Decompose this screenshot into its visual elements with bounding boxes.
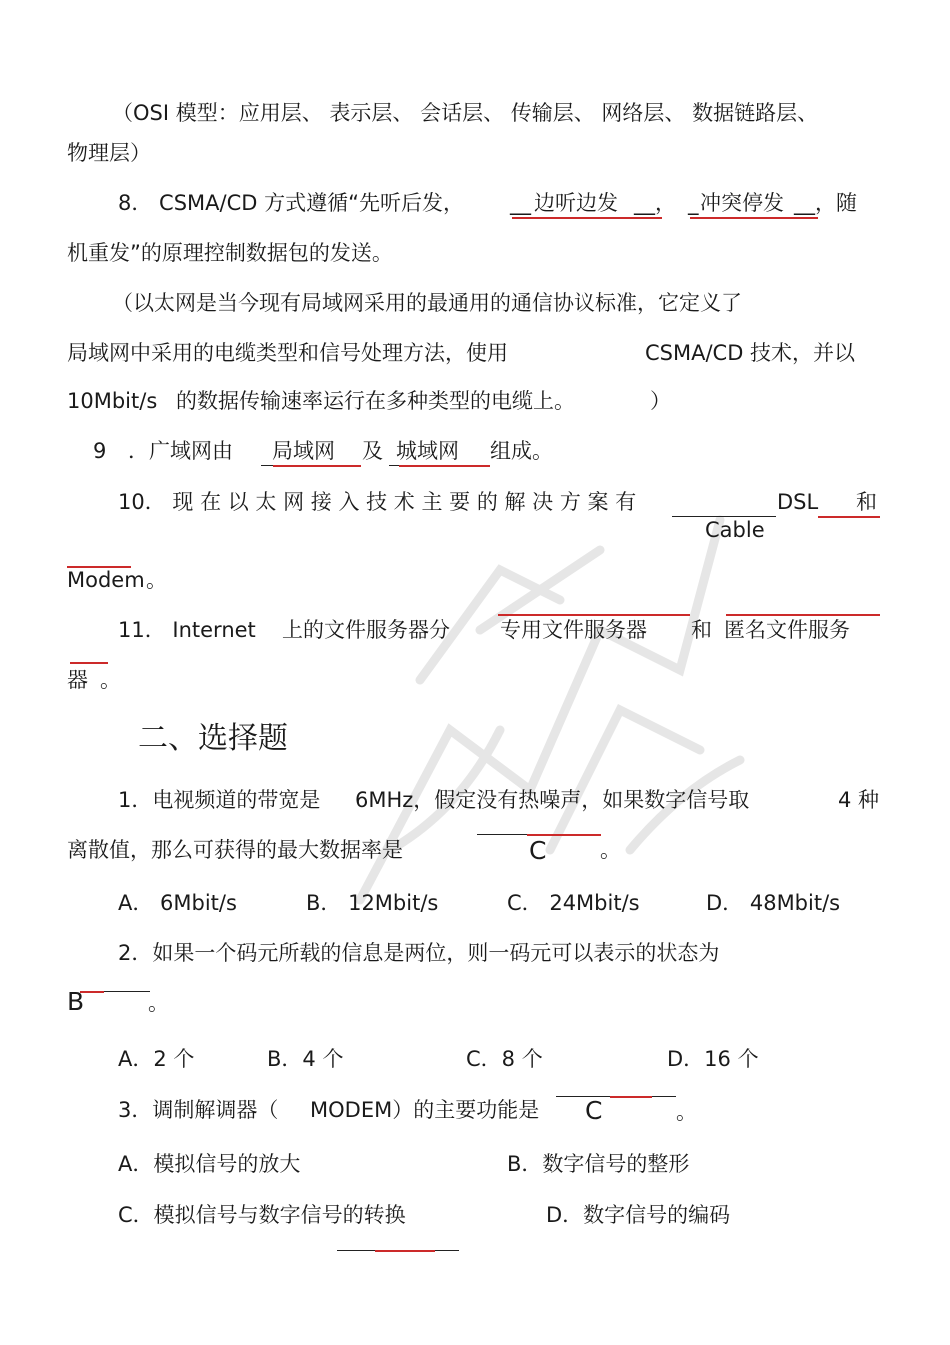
q9-answer2-underline-start — [389, 465, 399, 466]
mc3-answer-underline-black-right — [652, 1096, 676, 1097]
q8-blank1-post: __， — [634, 191, 676, 215]
mc2-end: 。 — [148, 991, 169, 1015]
next-answer-underline — [375, 1250, 435, 1252]
mc2-option-a: A．2 个 — [118, 1047, 195, 1071]
q9-joiner: 及 — [362, 439, 383, 463]
ethernet-note-line3b: 的数据传输速率运行在多种类型的电缆上。 — [176, 389, 575, 413]
q9-suffix: 组成。 — [490, 439, 553, 463]
ethernet-note-line1: （以太网是当今现有局域网采用的最通用的通信协议标准，它定义了 — [112, 291, 742, 315]
mc1-answer-underline-black — [477, 834, 527, 835]
q8-line2: 机重发”的原理控制数据包的发送。 — [67, 241, 393, 265]
mc1-line2: 离散值，那么可获得的最大数据率是 — [67, 838, 403, 862]
mc1-line1b: 6MHz，假定没有热噪声，如果数字信号取 — [355, 788, 750, 812]
q11-mid: 上的文件服务器分 — [282, 618, 450, 642]
q9-number: 9 — [93, 439, 107, 463]
q8-blank1-pre: __ — [510, 191, 531, 215]
osi-note-line2: 物理层） — [67, 141, 151, 165]
mc2-answer-underline-black — [104, 991, 150, 992]
mc1-option-c: C． 24Mbit/s — [507, 891, 640, 915]
q11-answer2b: 器 — [67, 668, 88, 692]
ethernet-note-line2b: CSMA/CD 技术，并以 — [645, 341, 856, 365]
mc2-option-c: C．8 个 — [466, 1047, 543, 1071]
q9-text: ．广域网由 — [128, 439, 233, 463]
q9-answer1-underline — [273, 465, 361, 467]
section-title: 二、选择题 — [138, 721, 288, 756]
osi-note-line1: （OSI 模型：应用层、 表示层、 会话层、 传输层、 网络层、 数据链路层、 — [112, 101, 819, 125]
q10-answer2-line2: Modem — [67, 568, 145, 592]
mc2-option-b: B．4 个 — [267, 1047, 344, 1071]
q11-answer2a: 匿名文件服务 — [724, 618, 850, 642]
q10-end: 。 — [146, 568, 167, 592]
q8-prefix: 8． CSMA/CD 方式遵循“先听后发， — [118, 191, 464, 215]
ethernet-note-line3a: 10Mbit/s — [67, 389, 158, 413]
ethernet-note-line2a: 局域网中采用的电缆类型和信号处理方法，使用 — [67, 341, 508, 365]
mc3-option-d: D．数字信号的编码 — [546, 1203, 731, 1227]
q11-end: 。 — [100, 668, 121, 692]
q8-answer1-underline — [512, 217, 662, 219]
next-answer-underline-black-right — [435, 1250, 459, 1251]
mc2-answer: B — [67, 987, 85, 1016]
mc1-end: 。 — [600, 838, 621, 862]
q10-answer2-underline — [818, 516, 880, 518]
mc3-answer-underline — [610, 1096, 652, 1098]
next-answer-underline-black-left — [337, 1250, 375, 1251]
q10-answer1-underline-black — [672, 516, 776, 517]
q8-answer2: 冲突停发 — [700, 191, 784, 215]
mc1-answer: C — [529, 836, 547, 865]
mc2-line1: 2．如果一个码元所载的信息是两位，则一码元可以表示的状态为 — [118, 941, 720, 965]
mc1-line1a: 1．电视频道的带宽是 — [118, 788, 321, 812]
q11-answer1: 专用文件服务器 — [500, 618, 647, 642]
q8-blank2-pre: _ — [688, 191, 699, 215]
q10-text: 10． 现 在 以 太 网 接 入 技 术 主 要 的 解 决 方 案 有 — [118, 490, 637, 514]
mc3-end: 。 — [676, 1100, 697, 1124]
mc1-line1c: 4 种 — [838, 788, 880, 812]
q9-answer1-underline-start — [261, 465, 273, 466]
mc1-option-b: B． 12Mbit/s — [306, 891, 439, 915]
q11-prefix: 11． Internet — [118, 618, 256, 642]
mc3-option-b: B．数字信号的整形 — [507, 1152, 690, 1176]
q9-answer2: 城域网 — [396, 439, 459, 463]
mc2-option-d: D．16 个 — [667, 1047, 759, 1071]
mc3-answer: C — [585, 1096, 603, 1125]
q11-joiner: 和 — [691, 618, 712, 642]
q9-answer2-underline — [399, 465, 490, 467]
mc1-option-d: D． 48Mbit/s — [706, 891, 841, 915]
q11-answer2b-underline — [70, 662, 108, 664]
q10-joiner: 和 — [856, 490, 877, 514]
q9-answer1: 局域网 — [272, 439, 335, 463]
ethernet-note-line3c: ） — [650, 389, 671, 413]
q10-answer1: DSL — [777, 490, 819, 514]
q8-blank2-post: __，随 — [794, 191, 857, 215]
mc3-term: MODEM）的主要功能是 — [310, 1098, 540, 1122]
mc3-prefix: 3．调制解调器（ — [118, 1098, 279, 1122]
q8-answer2-underline — [690, 217, 818, 219]
q11-answer1-underline — [498, 614, 690, 616]
q10-answer2-line1: Cable — [705, 518, 765, 542]
q11-answer2-underline — [726, 614, 880, 616]
mc1-option-a: A． 6Mbit/s — [118, 891, 237, 915]
mc3-option-a: A．模拟信号的放大 — [118, 1152, 301, 1176]
q8-answer1: 边听边发 — [534, 191, 618, 215]
mc3-option-c: C．模拟信号与数字信号的转换 — [118, 1203, 406, 1227]
